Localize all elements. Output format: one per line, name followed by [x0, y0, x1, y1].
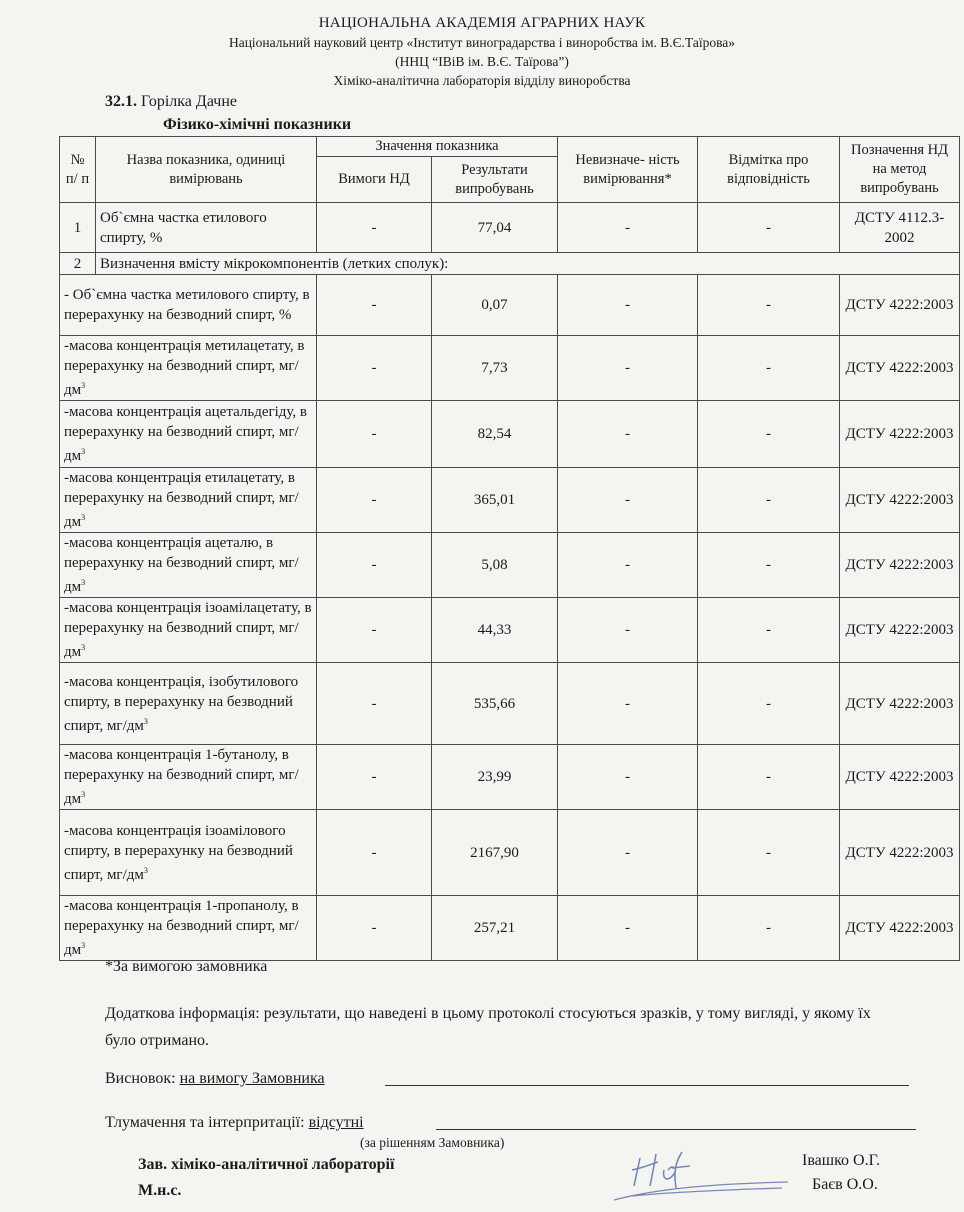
- table-row: [60, 745, 960, 810]
- row-mark: -: [698, 896, 840, 961]
- col-name: Назва показника, одиниці вимірювань: [96, 137, 317, 203]
- row-num: 1: [60, 203, 96, 253]
- conclusion-line: [105, 1070, 325, 1088]
- row-uncert: -: [558, 275, 698, 336]
- academy-title: НАЦІОНАЛЬНА АКАДЕМІЯ АГРАРНИХ НАУК: [318, 15, 646, 31]
- head-name: Івашко О.Г.: [802, 1152, 881, 1169]
- row-uncert: -: [558, 533, 698, 598]
- researcher-name: Баєв О.О.: [812, 1176, 878, 1193]
- row-name: [60, 896, 317, 961]
- row-method: ДСТУ 4112.3-2002: [840, 203, 960, 253]
- row-name: [60, 663, 317, 745]
- table-row: [60, 401, 960, 468]
- row-result: 2167,90: [432, 810, 558, 896]
- col-requirements: Вимоги НД: [317, 157, 432, 203]
- row-name-text: -масова концентрація ацеталю, в перерахунку на безводний спирт, мг/дм: [64, 535, 299, 595]
- table-row: [60, 275, 960, 336]
- interpretation-line: [105, 1114, 364, 1132]
- interpretation-value: відсутні: [308, 1114, 364, 1131]
- lab-name: Хіміко-аналітична лабораторія відділу виноробства: [333, 73, 631, 88]
- interpretation-note: (за рішенням Замовника): [360, 1135, 505, 1150]
- row-mark: -: [698, 401, 840, 468]
- row-req: -: [317, 401, 432, 468]
- row-result: 257,21: [432, 896, 558, 961]
- row-result: 5,08: [432, 533, 558, 598]
- unit-superscript: 3: [81, 513, 86, 522]
- col-results: Результати випробувань: [432, 157, 558, 203]
- row-method: ДСТУ 4222:2003: [840, 401, 960, 468]
- unit-superscript: 3: [81, 381, 86, 390]
- row-uncert: -: [558, 401, 698, 468]
- row-mark: -: [698, 810, 840, 896]
- row-req: -: [317, 533, 432, 598]
- row-method: ДСТУ 4222:2003: [840, 533, 960, 598]
- row-result: 0,07: [432, 275, 558, 336]
- institute-abbr: (ННЦ “ІВіВ ім. В.Є. Таїрова”): [395, 54, 569, 69]
- table-row: [60, 810, 960, 896]
- row-mark: -: [698, 533, 840, 598]
- col-conformity: Відмітка про відповідність: [698, 137, 840, 203]
- row-uncert: -: [558, 745, 698, 810]
- row-section-title: Визначення вмісту мікрокомпонентів (летких сполук):: [96, 253, 960, 275]
- unit-superscript: 3: [143, 865, 148, 875]
- row-uncert: -: [558, 663, 698, 745]
- table-row: [60, 336, 960, 401]
- row-name-text: -масова концентрація метилацетату, в перерахунку на безводний спирт, мг/дм: [64, 338, 305, 398]
- row-name: [60, 336, 317, 401]
- row-name-text: -масова концентрація 1-пропанолу, в перерахунку на безводний спирт, мг/дм: [64, 898, 299, 958]
- row-mark: -: [698, 275, 840, 336]
- row-name: [60, 745, 317, 810]
- row-result: 365,01: [432, 468, 558, 533]
- row-method: ДСТУ 4222:2003: [840, 275, 960, 336]
- row-uncert: -: [558, 468, 698, 533]
- row-uncert: -: [558, 896, 698, 961]
- unit-superscript: 3: [81, 447, 86, 456]
- interpretation-label: Тлумачення та інтерпритації:: [105, 1114, 305, 1131]
- row-name-text: -масова концентрація 1-бутанолу, в перерахунку на безводний спирт, мг/дм: [64, 747, 299, 807]
- unit-superscript: 3: [143, 716, 148, 726]
- row-req: -: [317, 598, 432, 663]
- row-uncert: -: [558, 810, 698, 896]
- row-name: [60, 533, 317, 598]
- row-name: Об`ємна частка етилового спирту, %: [96, 203, 317, 253]
- conclusion-label: Висновок:: [105, 1070, 176, 1087]
- product-number: 32.1.: [105, 93, 137, 110]
- product-name: Горілка Дачне: [141, 93, 237, 110]
- row-method: ДСТУ 4222:2003: [840, 598, 960, 663]
- table-row: [60, 533, 960, 598]
- table-row: [60, 663, 960, 745]
- row-name-text: -масова концентрація ацетальдегіду, в перерахунку на безводний спирт, мг/дм: [64, 404, 308, 464]
- row-method: ДСТУ 4222:2003: [840, 810, 960, 896]
- col-method: Позначення НД на метод випробувань: [840, 137, 960, 203]
- row-mark: -: [698, 468, 840, 533]
- table-row: [60, 598, 960, 663]
- row-name: [60, 468, 317, 533]
- results-table: [59, 136, 960, 961]
- unit-superscript: 3: [81, 941, 86, 950]
- row-name-text: -масова концентрація ізоамілацетату, в перерахунку на безводний спирт, мг/дм: [64, 600, 312, 660]
- unit-superscript: 3: [81, 578, 86, 587]
- researcher-title: М.н.с.: [138, 1182, 182, 1199]
- row-result: 77,04: [432, 203, 558, 253]
- row-result: 82,54: [432, 401, 558, 468]
- additional-info: Додаткова інформація: результати, що наведені в цьому протоколі стосуються зразків, у тому вигляді, у якому їх було отримано.: [105, 1005, 871, 1049]
- row-req: -: [317, 336, 432, 401]
- table-row: [60, 468, 960, 533]
- row-mark: -: [698, 203, 840, 253]
- row-method: ДСТУ 4222:2003: [840, 468, 960, 533]
- row-result: 44,33: [432, 598, 558, 663]
- footnote: *За вимогою замовника: [105, 958, 268, 975]
- conclusion-underline: [385, 1085, 909, 1086]
- row-req: -: [317, 810, 432, 896]
- col-value-group: Значення показника: [317, 137, 558, 157]
- row-name: [60, 401, 317, 468]
- row-req: -: [317, 745, 432, 810]
- row-uncert: -: [558, 336, 698, 401]
- row-name-text: -масова концентрація етилацетату, в перерахунку на безводний спирт, мг/дм: [64, 470, 299, 530]
- row-mark: -: [698, 598, 840, 663]
- row-name-text: -масова концентрація ізоамілового спирту, в перерахунку на безводний спирт, мг/дм: [64, 822, 293, 883]
- table-row: [60, 896, 960, 961]
- row-method: ДСТУ 4222:2003: [840, 336, 960, 401]
- row-method: ДСТУ 4222:2003: [840, 745, 960, 810]
- row-method: ДСТУ 4222:2003: [840, 896, 960, 961]
- row-req: -: [317, 663, 432, 745]
- signature-icon: [612, 1140, 792, 1206]
- institute-name: Національний науковий центр «Інститут виноградарства і виноробства ім. В.Є.Таїрова»: [228, 35, 736, 50]
- unit-superscript: 3: [81, 790, 86, 799]
- table-title: Фізико-хімічні показники: [163, 116, 352, 133]
- row-req: -: [317, 896, 432, 961]
- row-num: 2: [60, 253, 96, 275]
- unit-superscript: 3: [81, 643, 86, 652]
- row-req: -: [317, 468, 432, 533]
- col-num: № п/ п: [60, 137, 96, 203]
- conclusion-value: на вимогу Замовника: [179, 1070, 325, 1087]
- row-mark: -: [698, 663, 840, 745]
- row-method: ДСТУ 4222:2003: [840, 663, 960, 745]
- row-uncert: -: [558, 598, 698, 663]
- row-mark: -: [698, 336, 840, 401]
- row-name: [60, 598, 317, 663]
- head-title: Зав. хіміко-аналітичної лабораторії: [138, 1156, 395, 1173]
- row-result: 535,66: [432, 663, 558, 745]
- col-uncertainty: Невизначе- ність вимірювання*: [558, 137, 698, 203]
- row-name: [60, 810, 317, 896]
- row-uncert: -: [558, 203, 698, 253]
- table-row: [60, 253, 960, 275]
- row-name-text: - Об`ємна частка метилового спирту, в перерахунку на безводний спирт, %: [64, 287, 310, 323]
- row-name: [60, 275, 317, 336]
- interpretation-underline: [436, 1129, 916, 1130]
- row-name-text: -масова концентрація, ізобутилового спирту, в перерахунку на безводний спирт, мг/дм: [64, 673, 299, 734]
- row-result: 7,73: [432, 336, 558, 401]
- table-row: [60, 203, 960, 253]
- product-heading: [105, 93, 237, 111]
- row-req: -: [317, 203, 432, 253]
- row-mark: -: [698, 745, 840, 810]
- row-result: 23,99: [432, 745, 558, 810]
- row-req: -: [317, 275, 432, 336]
